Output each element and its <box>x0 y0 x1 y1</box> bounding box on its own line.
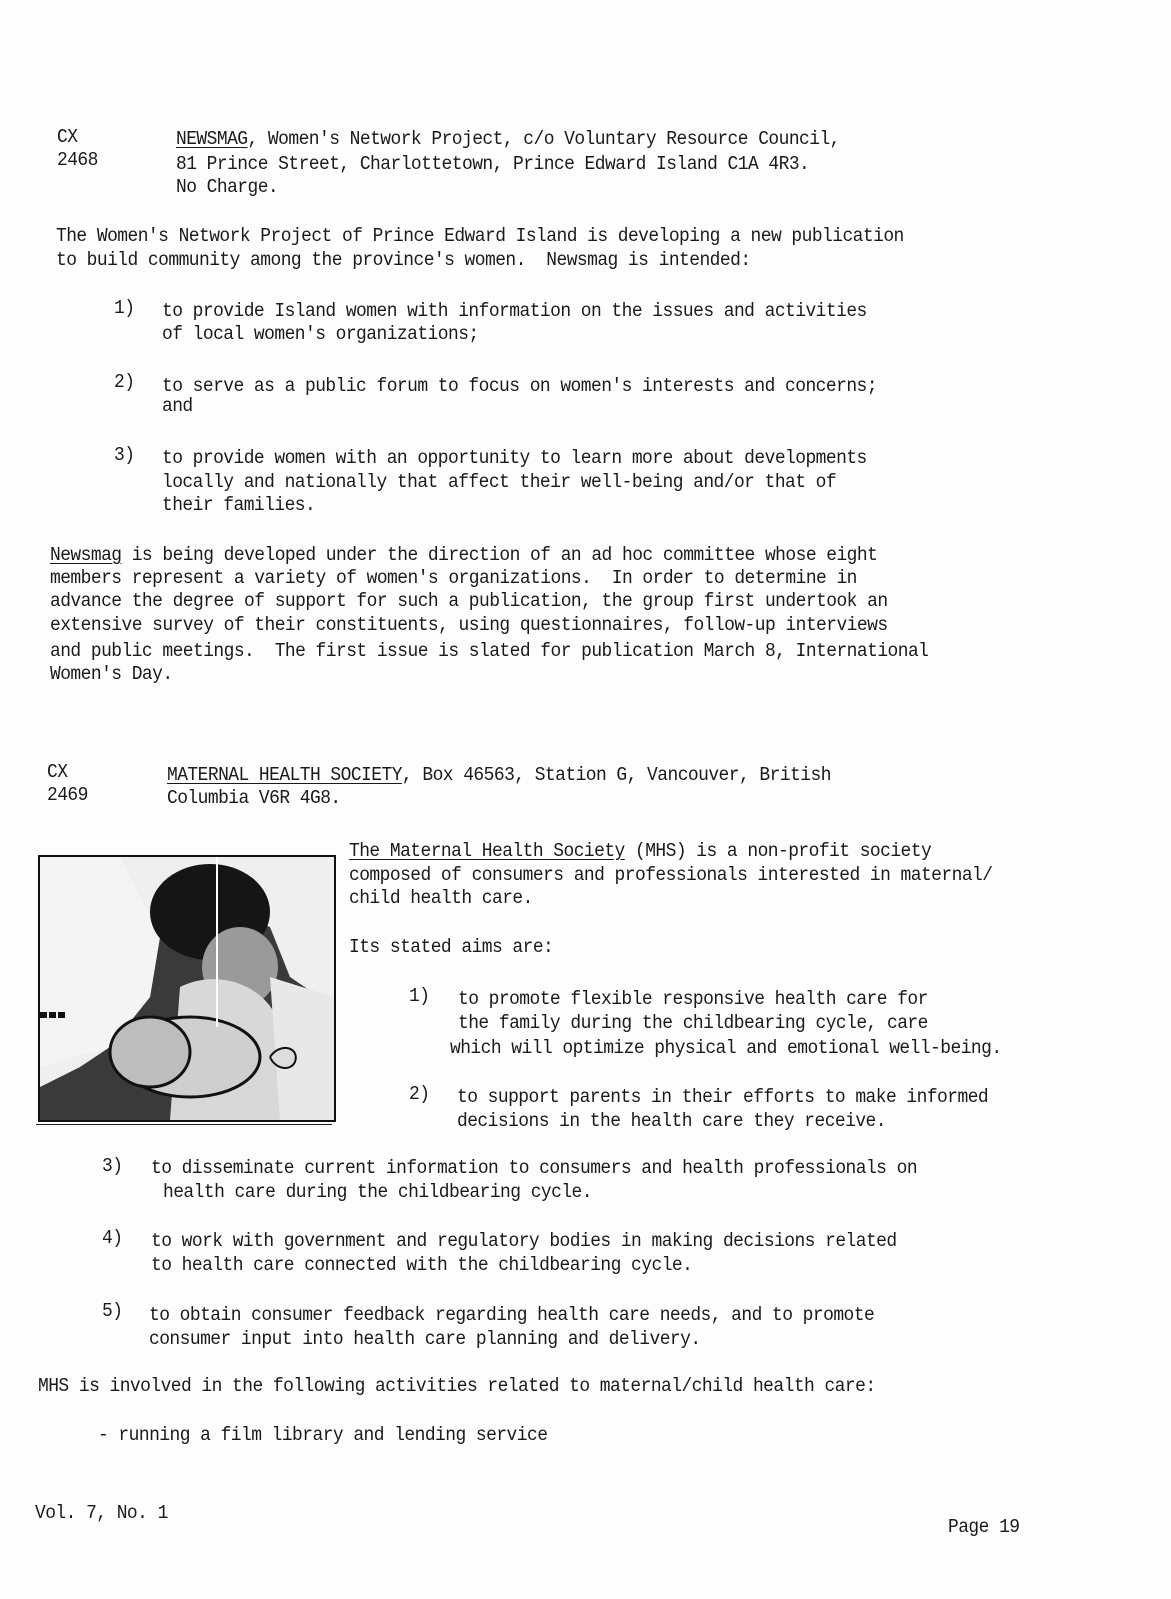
aim-number: 2) <box>409 1083 430 1105</box>
aim-text: locally and nationally that affect their well-being and/or that of <box>162 471 837 493</box>
aim-number: 1) <box>114 297 135 319</box>
body-text: and public meetings. The first issue is slated for publication March 8, International <box>50 640 929 662</box>
intro-text: to build community among the province's women. Newsmag is intended: <box>56 249 751 271</box>
aim-text: their families. <box>162 494 316 516</box>
aim-number: 2) <box>114 371 135 393</box>
aim-number: 1) <box>409 985 430 1007</box>
organization-name: The Maternal Health Society <box>349 840 625 862</box>
intro-text: The Women's Network Project of Prince Edward Island is developing a new publication <box>56 225 904 247</box>
aim-number: 3) <box>102 1155 123 1177</box>
activities-intro: MHS is involved in the following activities related to maternal/child health care: <box>38 1375 876 1397</box>
breastfeeding-illustration <box>38 855 336 1122</box>
aims-heading: Its stated aims are: <box>349 936 554 958</box>
body-paragraph <box>50 544 877 567</box>
body-text: Women's Day. <box>50 663 173 685</box>
aim-text: and <box>162 395 193 417</box>
aim-text: decisions in the health care they receive. <box>457 1110 886 1132</box>
aim-text: to serve as a public forum to focus on women's interests and concerns; <box>162 375 877 397</box>
body-text: (MHS) is a non-profit society <box>624 840 932 862</box>
entry-title: NEWSMAG <box>176 128 248 150</box>
aim-text: to disseminate current information to consumers and health professionals on <box>151 1157 918 1179</box>
body-text: extensive survey of their constituents, using questionnaires, follow-up interviews <box>50 614 888 636</box>
aim-number: 5) <box>102 1300 123 1322</box>
entry-code-prefix: CX <box>47 761 68 783</box>
aim-text: health care during the childbearing cycle. <box>163 1181 592 1203</box>
illustration-border <box>36 1124 332 1125</box>
aim-text: to promote flexible responsive health care for <box>458 988 928 1010</box>
body-paragraph <box>349 840 931 863</box>
aim-text: to health care connected with the childbearing cycle. <box>151 1254 693 1276</box>
entry-price: No Charge. <box>176 176 279 198</box>
entry-address: , Box 46563, Station G, Vancouver, British <box>401 764 831 786</box>
aim-number: 4) <box>102 1227 123 1249</box>
body-text: members represent a variety of women's organizations. In order to determine in <box>50 567 857 589</box>
entry-heading <box>176 128 840 151</box>
aim-text: the family during the childbearing cycle, care <box>458 1012 928 1034</box>
activity-item: - running a film library and lending service <box>98 1424 548 1446</box>
page-number: Page 19 <box>948 1516 1020 1538</box>
body-text: advance the degree of support for such a publication, the group first undertook an <box>50 590 888 612</box>
publication-title: Newsmag <box>50 544 122 566</box>
entry-address: , Women's Network Project, c/o Voluntary Resource Council, <box>247 128 840 150</box>
entry-code-number: 2469 <box>47 784 88 806</box>
aim-text: to provide Island women with information on the issues and activities <box>162 300 867 322</box>
entry-title: MATERNAL HEALTH SOCIETY <box>167 764 402 786</box>
body-text: child health care. <box>349 887 533 909</box>
entry-address-line: 81 Prince Street, Charlottetown, Prince Edward Island C1A 4R3. <box>176 153 810 175</box>
aim-text: to work with government and regulatory bodies in making decisions related <box>151 1230 897 1252</box>
body-text: is being developed under the direction of an ad hoc committee whose eight <box>121 544 878 566</box>
aim-text: to obtain consumer feedback regarding health care needs, and to promote <box>149 1304 875 1326</box>
aim-number: 3) <box>114 444 135 466</box>
entry-code-prefix: CX <box>57 126 78 148</box>
aim-text: to provide women with an opportunity to learn more about developments <box>162 447 867 469</box>
aim-text: which will optimize physical and emotional well-being. <box>450 1037 1002 1059</box>
volume-number: Vol. 7, No. 1 <box>35 1502 168 1524</box>
entry-address-line: Columbia V6R 4G8. <box>167 787 341 809</box>
entry-code-number: 2468 <box>57 149 98 171</box>
entry-heading <box>167 764 831 787</box>
aim-text: of local women's organizations; <box>162 323 479 345</box>
aim-text: to support parents in their efforts to make informed <box>457 1086 989 1108</box>
aim-text: consumer input into health care planning and delivery. <box>149 1328 701 1350</box>
body-text: composed of consumers and professionals interested in maternal/ <box>349 864 993 886</box>
